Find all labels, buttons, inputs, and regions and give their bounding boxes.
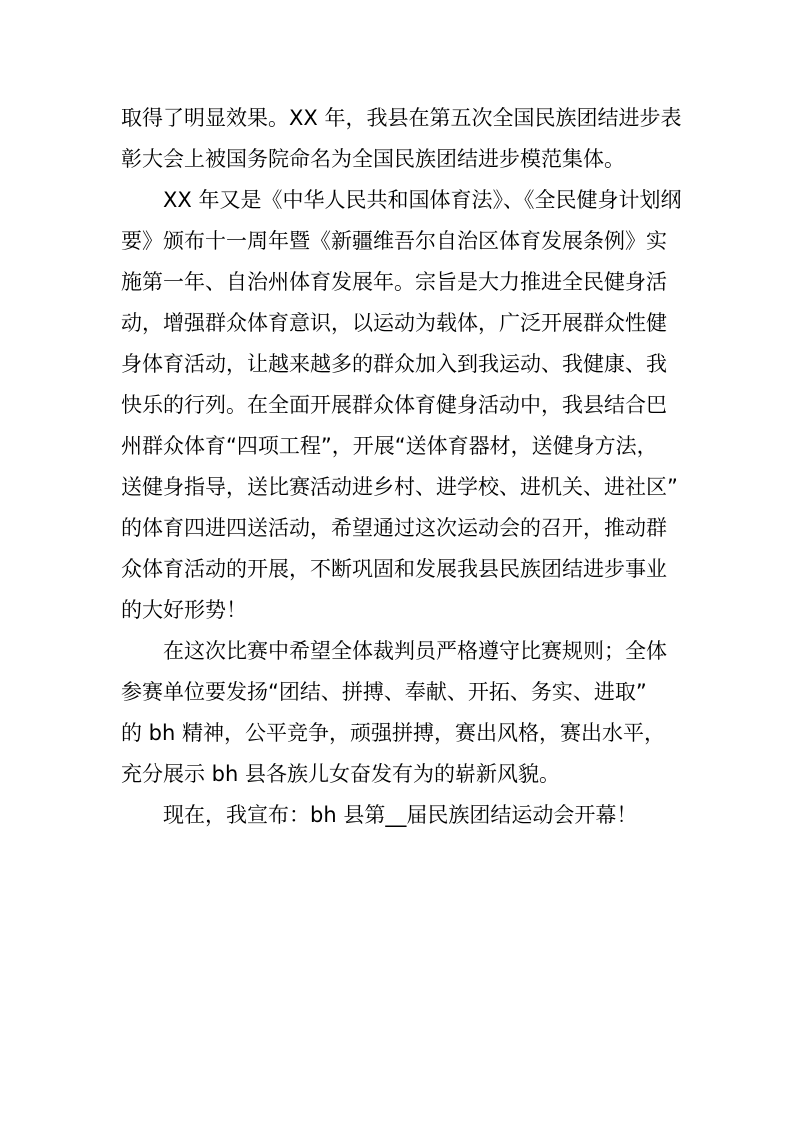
text-line: 快乐的行列。在全面开展群众体育健身活动中，我县结合巴 — [121, 393, 667, 417]
text-line: 施第一年、自治州体育发展年。宗旨是大力推进全民健身活 — [121, 270, 667, 294]
text-line: 的大好形势！ — [121, 598, 247, 622]
text-line: 要》颁布十一周年暨《新疆维吾尔自治区体育发展条例》实 — [121, 229, 667, 253]
text-line: 在这次比赛中希望全体裁判员严格遵守比赛规则；全体 — [121, 639, 667, 663]
text-line: 身体育活动，让越来越多的群众加入到我运动、我健康、我 — [121, 352, 667, 376]
text-line: 众体育活动的开展，不断巩固和发展我县民族团结进步事业 — [121, 557, 667, 581]
text-line: 彰大会上被国务院命名为全国民族团结进步模范集体。 — [121, 147, 625, 171]
text-line: 的体育四进四送活动，希望通过这次运动会的召开，推动群 — [121, 516, 667, 540]
text-line: 现在，我宣布：bh 县第__届民族团结运动会开幕！ — [121, 803, 638, 827]
text-line: 参赛单位要发扬“团结、拼搏、奉献、开拓、务实、进取” — [121, 680, 647, 704]
text-line: 取得了明显效果。XX 年，我县在第五次全国民族团结进步表 — [121, 106, 682, 130]
text-line: XX 年又是《中华人民共和国体育法》、《全民健身计划纲 — [121, 188, 682, 212]
text-line: 充分展示 bh 县各族儿女奋发有为的崭新风貌。 — [121, 762, 560, 786]
text-line: 动，增强群众体育意识，以运动为载体，广泛开展群众性健 — [121, 311, 667, 335]
text-line: 送健身指导，送比赛活动进乡村、进学校、进机关、进社区” — [121, 475, 678, 499]
text-line: 州群众体育“四项工程”，开展“送体育器材，送健身方法， — [121, 434, 658, 458]
text-line: 的 bh 精神，公平竞争，顽强拼搏，赛出风格，赛出水平， — [121, 721, 665, 745]
